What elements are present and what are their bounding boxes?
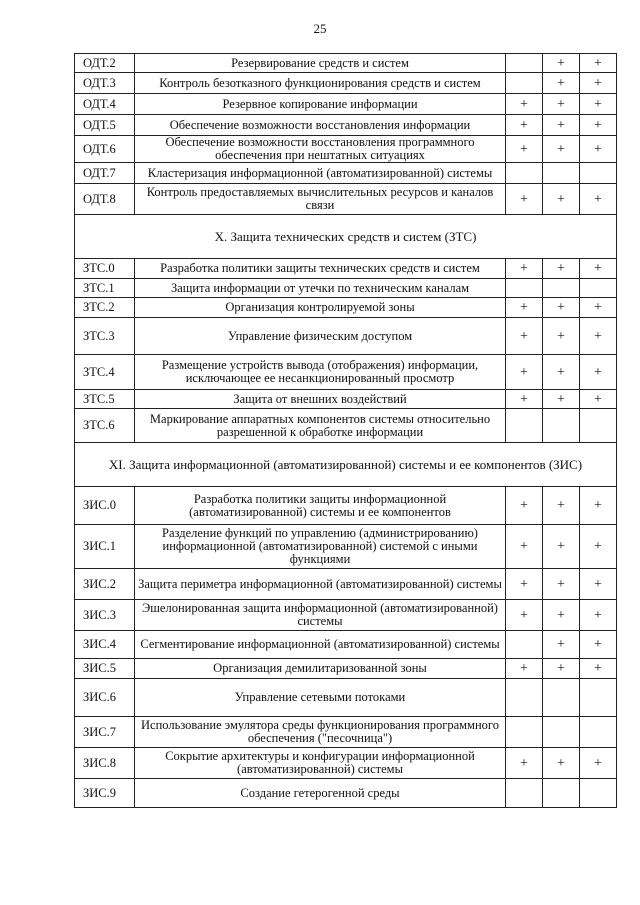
table-row <box>75 717 617 748</box>
class-mark-3: + <box>580 569 617 600</box>
measure-name: Управление физическим доступом <box>135 318 506 355</box>
table-row <box>75 259 617 279</box>
measure-name: Организация демилитаризованной зоны <box>135 659 506 679</box>
class-mark-2: + <box>543 631 580 659</box>
class-mark-3: + <box>580 136 617 163</box>
class-mark-1: + <box>506 115 543 136</box>
measure-code: ЗИС.1 <box>75 525 135 569</box>
measure-code: ЗТС.6 <box>75 409 135 443</box>
table-row <box>75 748 617 779</box>
class-mark-3 <box>580 717 617 748</box>
class-mark-3: + <box>580 390 617 409</box>
class-mark-1: + <box>506 136 543 163</box>
table-row <box>75 115 617 136</box>
class-mark-1: + <box>506 659 543 679</box>
class-mark-2: + <box>543 298 580 318</box>
section-header-row <box>75 443 617 487</box>
class-mark-2 <box>543 779 580 808</box>
section-title: XI. Защита информационной (автоматизированной) системы и ее компонентов (ЗИС) <box>75 443 617 487</box>
class-mark-1: + <box>506 600 543 631</box>
class-mark-2: + <box>543 390 580 409</box>
class-mark-2 <box>543 163 580 184</box>
class-mark-3: + <box>580 525 617 569</box>
measure-code: ЗТС.4 <box>75 355 135 390</box>
measure-name: Защита информации от утечки по техническим каналам <box>135 279 506 298</box>
measure-name: Защита от внешних воздействий <box>135 390 506 409</box>
page-number: 25 <box>313 21 327 36</box>
class-mark-1 <box>506 409 543 443</box>
class-mark-3: + <box>580 631 617 659</box>
measure-code: ЗИС.2 <box>75 569 135 600</box>
table-row <box>75 779 617 808</box>
measure-code: ЗТС.2 <box>75 298 135 318</box>
measure-name: Управление сетевыми потоками <box>135 679 506 717</box>
class-mark-1: + <box>506 298 543 318</box>
class-mark-3: + <box>580 487 617 525</box>
measure-name: Разработка политики защиты информационной (автоматизированной) системы и ее компонентов <box>135 487 506 525</box>
measure-name: Контроль безотказного функционирования средств и систем <box>135 73 506 94</box>
measure-name: Обеспечение возможности восстановления информации <box>135 115 506 136</box>
measure-name: Кластеризация информационной (автоматизированной) системы <box>135 163 506 184</box>
class-mark-2: + <box>543 659 580 679</box>
measure-name: Разработка политики защиты технических средств и систем <box>135 259 506 279</box>
measure-name: Резервное копирование информации <box>135 94 506 115</box>
class-mark-1 <box>506 717 543 748</box>
measure-code: ЗИС.8 <box>75 748 135 779</box>
class-mark-3: + <box>580 259 617 279</box>
measure-name: Эшелонированная защита информационной (автоматизированной) системы <box>135 600 506 631</box>
class-mark-2 <box>543 679 580 717</box>
section-header-row <box>75 215 617 259</box>
measure-code: ОДТ.4 <box>75 94 135 115</box>
measures-table <box>74 53 617 808</box>
class-mark-2: + <box>543 748 580 779</box>
measure-name: Разделение функций по управлению (администрированию) информационной (автоматизированной) системой с иными функциями <box>135 525 506 569</box>
measure-code: ОДТ.5 <box>75 115 135 136</box>
measures-table-body <box>75 54 617 808</box>
table-row <box>75 659 617 679</box>
class-mark-1 <box>506 631 543 659</box>
class-mark-2: + <box>543 487 580 525</box>
table-row <box>75 525 617 569</box>
measure-code: ЗТС.5 <box>75 390 135 409</box>
measure-code: ЗИС.7 <box>75 717 135 748</box>
table-row <box>75 54 617 73</box>
class-mark-2: + <box>543 94 580 115</box>
class-mark-2: + <box>543 525 580 569</box>
table-row <box>75 600 617 631</box>
class-mark-1: + <box>506 487 543 525</box>
table-row <box>75 355 617 390</box>
class-mark-1: + <box>506 94 543 115</box>
table-row <box>75 94 617 115</box>
class-mark-3 <box>580 409 617 443</box>
class-mark-3: + <box>580 600 617 631</box>
class-mark-2: + <box>543 54 580 73</box>
measure-name: Использование эмулятора среды функционирования программного обеспечения ("песочница") <box>135 717 506 748</box>
measure-code: ЗИС.0 <box>75 487 135 525</box>
class-mark-1: + <box>506 184 543 215</box>
class-mark-3: + <box>580 73 617 94</box>
measure-name: Размещение устройств вывода (отображения) информации, исключающее ее несанкционированный просмотр <box>135 355 506 390</box>
class-mark-3: + <box>580 748 617 779</box>
table-row <box>75 679 617 717</box>
table-row <box>75 487 617 525</box>
class-mark-3: + <box>580 355 617 390</box>
table-row <box>75 631 617 659</box>
measure-name: Сегментирование информационной (автоматизированной) системы <box>135 631 506 659</box>
measure-name: Создание гетерогенной среды <box>135 779 506 808</box>
class-mark-1: + <box>506 355 543 390</box>
table-row <box>75 569 617 600</box>
table-row <box>75 409 617 443</box>
class-mark-1: + <box>506 390 543 409</box>
measure-code: ЗИС.3 <box>75 600 135 631</box>
class-mark-1: + <box>506 748 543 779</box>
measure-code: ОДТ.3 <box>75 73 135 94</box>
section-title: X. Защита технических средств и систем (ЗТС) <box>75 215 617 259</box>
table-row <box>75 390 617 409</box>
table-row <box>75 184 617 215</box>
class-mark-3: + <box>580 318 617 355</box>
class-mark-3 <box>580 163 617 184</box>
class-mark-3 <box>580 279 617 298</box>
table-row <box>75 279 617 298</box>
measure-code: ОДТ.2 <box>75 54 135 73</box>
class-mark-3: + <box>580 298 617 318</box>
class-mark-1: + <box>506 569 543 600</box>
class-mark-3: + <box>580 184 617 215</box>
class-mark-2: + <box>543 259 580 279</box>
class-mark-3: + <box>580 54 617 73</box>
class-mark-1 <box>506 279 543 298</box>
class-mark-2: + <box>543 355 580 390</box>
class-mark-1 <box>506 54 543 73</box>
measure-name: Резервирование средств и систем <box>135 54 506 73</box>
class-mark-1 <box>506 779 543 808</box>
measure-code: ЗТС.1 <box>75 279 135 298</box>
measure-name: Маркирование аппаратных компонентов системы относительно разрешенной к обработке информации <box>135 409 506 443</box>
class-mark-3 <box>580 779 617 808</box>
measure-code: ОДТ.8 <box>75 184 135 215</box>
class-mark-2: + <box>543 600 580 631</box>
class-mark-2: + <box>543 184 580 215</box>
measure-name: Организация контролируемой зоны <box>135 298 506 318</box>
class-mark-2 <box>543 717 580 748</box>
class-mark-2: + <box>543 569 580 600</box>
class-mark-2 <box>543 409 580 443</box>
table-row <box>75 298 617 318</box>
class-mark-1 <box>506 679 543 717</box>
class-mark-1: + <box>506 259 543 279</box>
measure-name: Защита периметра информационной (автоматизированной) системы <box>135 569 506 600</box>
measure-code: ЗИС.5 <box>75 659 135 679</box>
class-mark-1: + <box>506 525 543 569</box>
measure-code: ЗИС.9 <box>75 779 135 808</box>
class-mark-3: + <box>580 659 617 679</box>
measure-name: Обеспечение возможности восстановления программного обеспечения при нештатных ситуациях <box>135 136 506 163</box>
measure-code: ЗИС.6 <box>75 679 135 717</box>
measure-code: ЗТС.3 <box>75 318 135 355</box>
measure-code: ЗИС.4 <box>75 631 135 659</box>
class-mark-2 <box>543 279 580 298</box>
measure-name: Контроль предоставляемых вычислительных ресурсов и каналов связи <box>135 184 506 215</box>
class-mark-2: + <box>543 136 580 163</box>
table-row <box>75 318 617 355</box>
table-row <box>75 136 617 163</box>
class-mark-2: + <box>543 318 580 355</box>
class-mark-3 <box>580 679 617 717</box>
measure-code: ОДТ.7 <box>75 163 135 184</box>
measure-name: Сокрытие архитектуры и конфигурации информационной (автоматизированной) системы <box>135 748 506 779</box>
class-mark-3: + <box>580 94 617 115</box>
table-row <box>75 163 617 184</box>
measure-code: ОДТ.6 <box>75 136 135 163</box>
measure-code: ЗТС.0 <box>75 259 135 279</box>
class-mark-3: + <box>580 115 617 136</box>
table-row <box>75 73 617 94</box>
class-mark-1 <box>506 163 543 184</box>
class-mark-1 <box>506 73 543 94</box>
class-mark-2: + <box>543 73 580 94</box>
class-mark-1: + <box>506 318 543 355</box>
class-mark-2: + <box>543 115 580 136</box>
